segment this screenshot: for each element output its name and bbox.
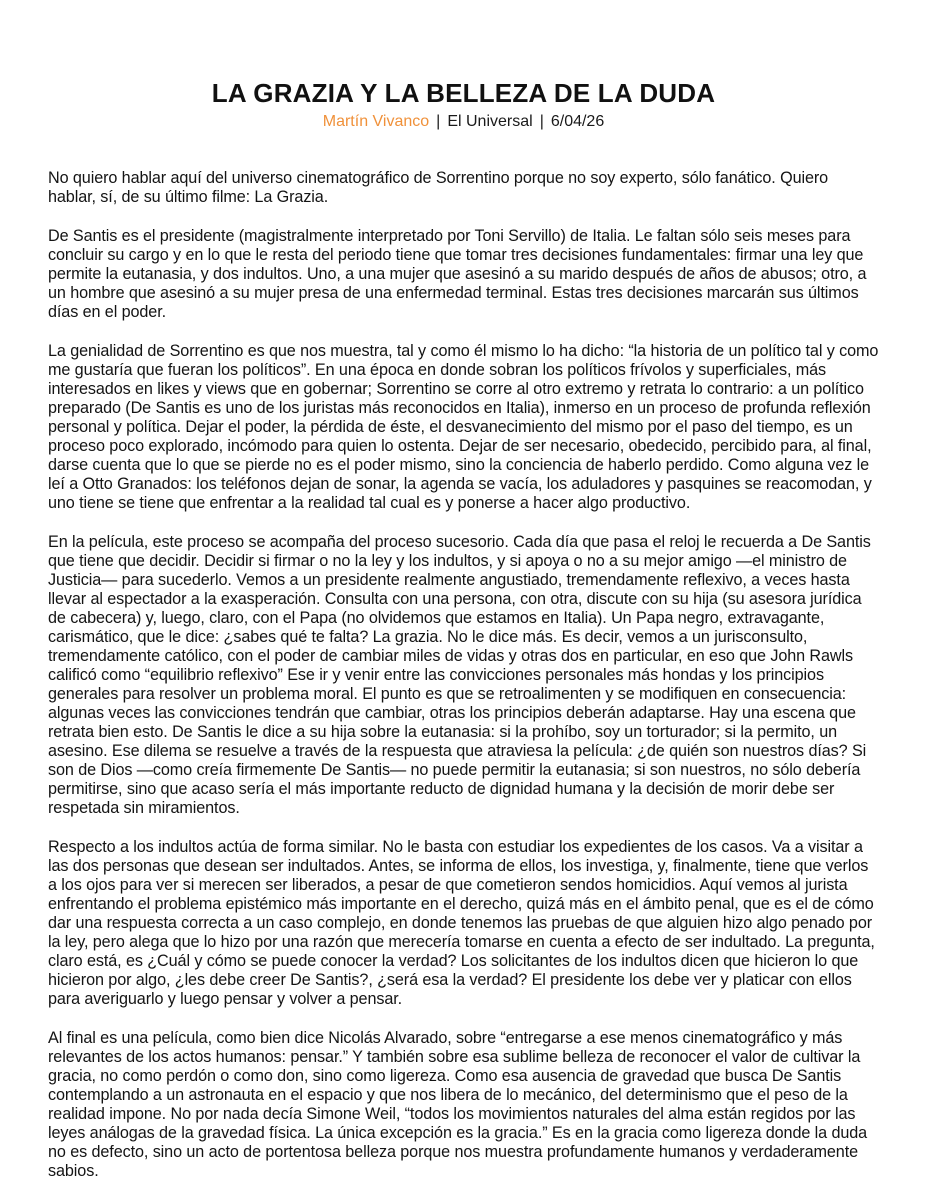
byline: [48, 112, 879, 132]
paragraph-5: Respecto a los indultos actúa de forma similar. No le basta con estudiar los expedientes de los casos. Va a visitar a las dos personas que desean ser indultados. Antes, se informa de ellos, los investiga, y, finalmente, tiene que verlos a los ojos para ver si merecen ser liberados, a pesar de que cometieron sendos homicidios. Aquí vemos al jurista enfrentando el problema epistémico más importante en el derecho, quizá más en el ámbito penal, que es el de cómo dar una respuesta correcta a un caso complejo, en donde tenemos las pruebas de que alguien hizo algo penado por la ley, pero alega que lo hizo por una razón que merecería tomarse en cuenta a efecto de ser indultado. La pregunta, claro está, es ¿Cuál y cómo se puede conocer la verdad? Los solicitantes de los indultos dicen que hicieron lo que hicieron por algo, ¿les debe creer De Santis?, ¿será esa la verdad? El presidente los debe ver y platicar con ellos para averiguarlo y luego pensar y volver a pensar.: [48, 838, 875, 1008]
publication-date: 6/04/26: [550, 113, 605, 130]
byline-separator: |: [436, 113, 441, 130]
publication-name: El Universal: [447, 113, 533, 130]
article-title: LA GRAZIA Y LA BELLEZA DE LA DUDA: [211, 78, 716, 108]
paragraph-2: De Santis es el presidente (magistralmente interpretado por Toni Servillo) de Italia. Le faltan sólo seis meses para concluir su cargo y en lo que le resta del periodo tiene que tomar tres decisiones fundamentales: firmar una ley que permite la eutanasia, y dos indultos. Uno, a una mujer que asesinó a su marido después de años de abusos; otro, a un hombre que asesinó a su mujer presa de una enfermedad terminal. Estas tres decisiones marcarán sus últimos días en el poder.: [48, 227, 867, 321]
paragraph-6: Al final es una película, como bien dice Nicolás Alvarado, sobre “entregarse a ese menos cinematográfico y más relevantes de los actos humanos: pensar.” Y también sobre esa sublime belleza de reconocer el valor de cultivar la gracia, no como perdón o como don, sino como ligereza. Como esa ausencia de gravedad que busca De Santis contemplando a un astronauta en el espacio y que nos libera de lo mecánico, del determinismo que el peso de la realidad impone. No por nada decía Simone Weil, “todos los movimientos naturales del alma están regidos por las leyes análogas de la gravedad física. La única excepción es la gracia.” Es en la gracia como ligereza donde la duda no es defecto, sino un acto de portentosa belleza porque nos muestra profundamente humanos y verdaderamente sabios.: [48, 1029, 868, 1180]
byline-separator: |: [539, 113, 544, 130]
paragraph-1: No quiero hablar aquí del universo cinematográfico de Sorrentino porque no soy experto, sólo fanático. Quiero hablar, sí, de su último filme: La Grazia.: [48, 169, 829, 206]
article-body: [48, 169, 879, 1181]
paragraph-4: En la película, este proceso se acompaña del proceso sucesorio. Cada día que pasa el reloj le recuerda a De Santis que tiene que decidir. Decidir si firmar o no la ley y los indultos, y si apoya o no a su mejor amigo —el ministro de Justicia— para sucederlo. Vemos a un presidente realmente angustiado, tremendamente reflexivo, a veces hasta llevar al espectador a la exasperación. Consulta con una persona, con otra, discute con su hija (su asesora jurídica de cabecera) y, luego, claro, con el Papa (no olvidemos que estamos en Italia). Un Papa negro, extravagante, carismático, que le dice: ¿sabes qué te falta? La grazia. No le dice más. Es decir, vemos a un jurisconsulto, tremendamente católico, con el poder de cambiar miles de vidas y otras dos en particular, en eso que John Rawls calificó como “equilibrio reflexivo” Ese ir y venir entre las convicciones personales más hondas y los principios generales para resolver un problema moral. El punto es que se retroalimenten y se modifiquen en consecuencia: algunas veces las convicciones tendrán que cambiar, otras los principios deberán adaptarse. Hay una escena que retrata bien esto. De Santis le dice a su hija sobre la eutanasia: si la prohíbo, soy un torturador; si la permito, un asesino. Ese dilema se resuelve a través de la respuesta que atraviesa la película: ¿de quién son nuestros días? Si son de Dios —como creía firmemente De Santis— no puede permitir la eutanasia; si son nuestros, no sólo debería permitirse, sino que acaso sería el más importante reducto de dignidad humana y la decisión de morir debe ser respetada sin miramientos.: [48, 533, 871, 817]
paragraph-3: La genialidad de Sorrentino es que nos muestra, tal y como él mismo lo ha dicho: “la historia de un político tal y como me gustaría que fueran los políticos”. En una época en donde sobran los políticos frívolos y superficiales, más interesados en likes y views que en gobernar; Sorrentino se corre al otro extremo y retrata lo contrario: a un político preparado (De Santis es uno de los juristas más reconocidos en Italia), inmerso en un proceso de profunda reflexión personal y política. Dejar el poder, la pérdida de éste, el desvanecimiento del mismo por el paso del tiempo, es un proceso poco explorado, incómodo para quien lo ostenta. Dejar de ser necesario, obedecido, percibido para, al final, darse cuenta que lo que se pierde no es el poder mismo, sino la conciencia de haberlo perdido. Como alguna vez le leí a Otto Granados: los teléfonos dejan de sonar, la agenda se vacía, los aduladores y pasquines se reacomodan, y uno tiene se tiene que enfrentar a la realidad tal cual es y ponerse a hacer algo productivo.: [48, 342, 879, 512]
author-name: Martín Vivanco: [322, 113, 430, 130]
